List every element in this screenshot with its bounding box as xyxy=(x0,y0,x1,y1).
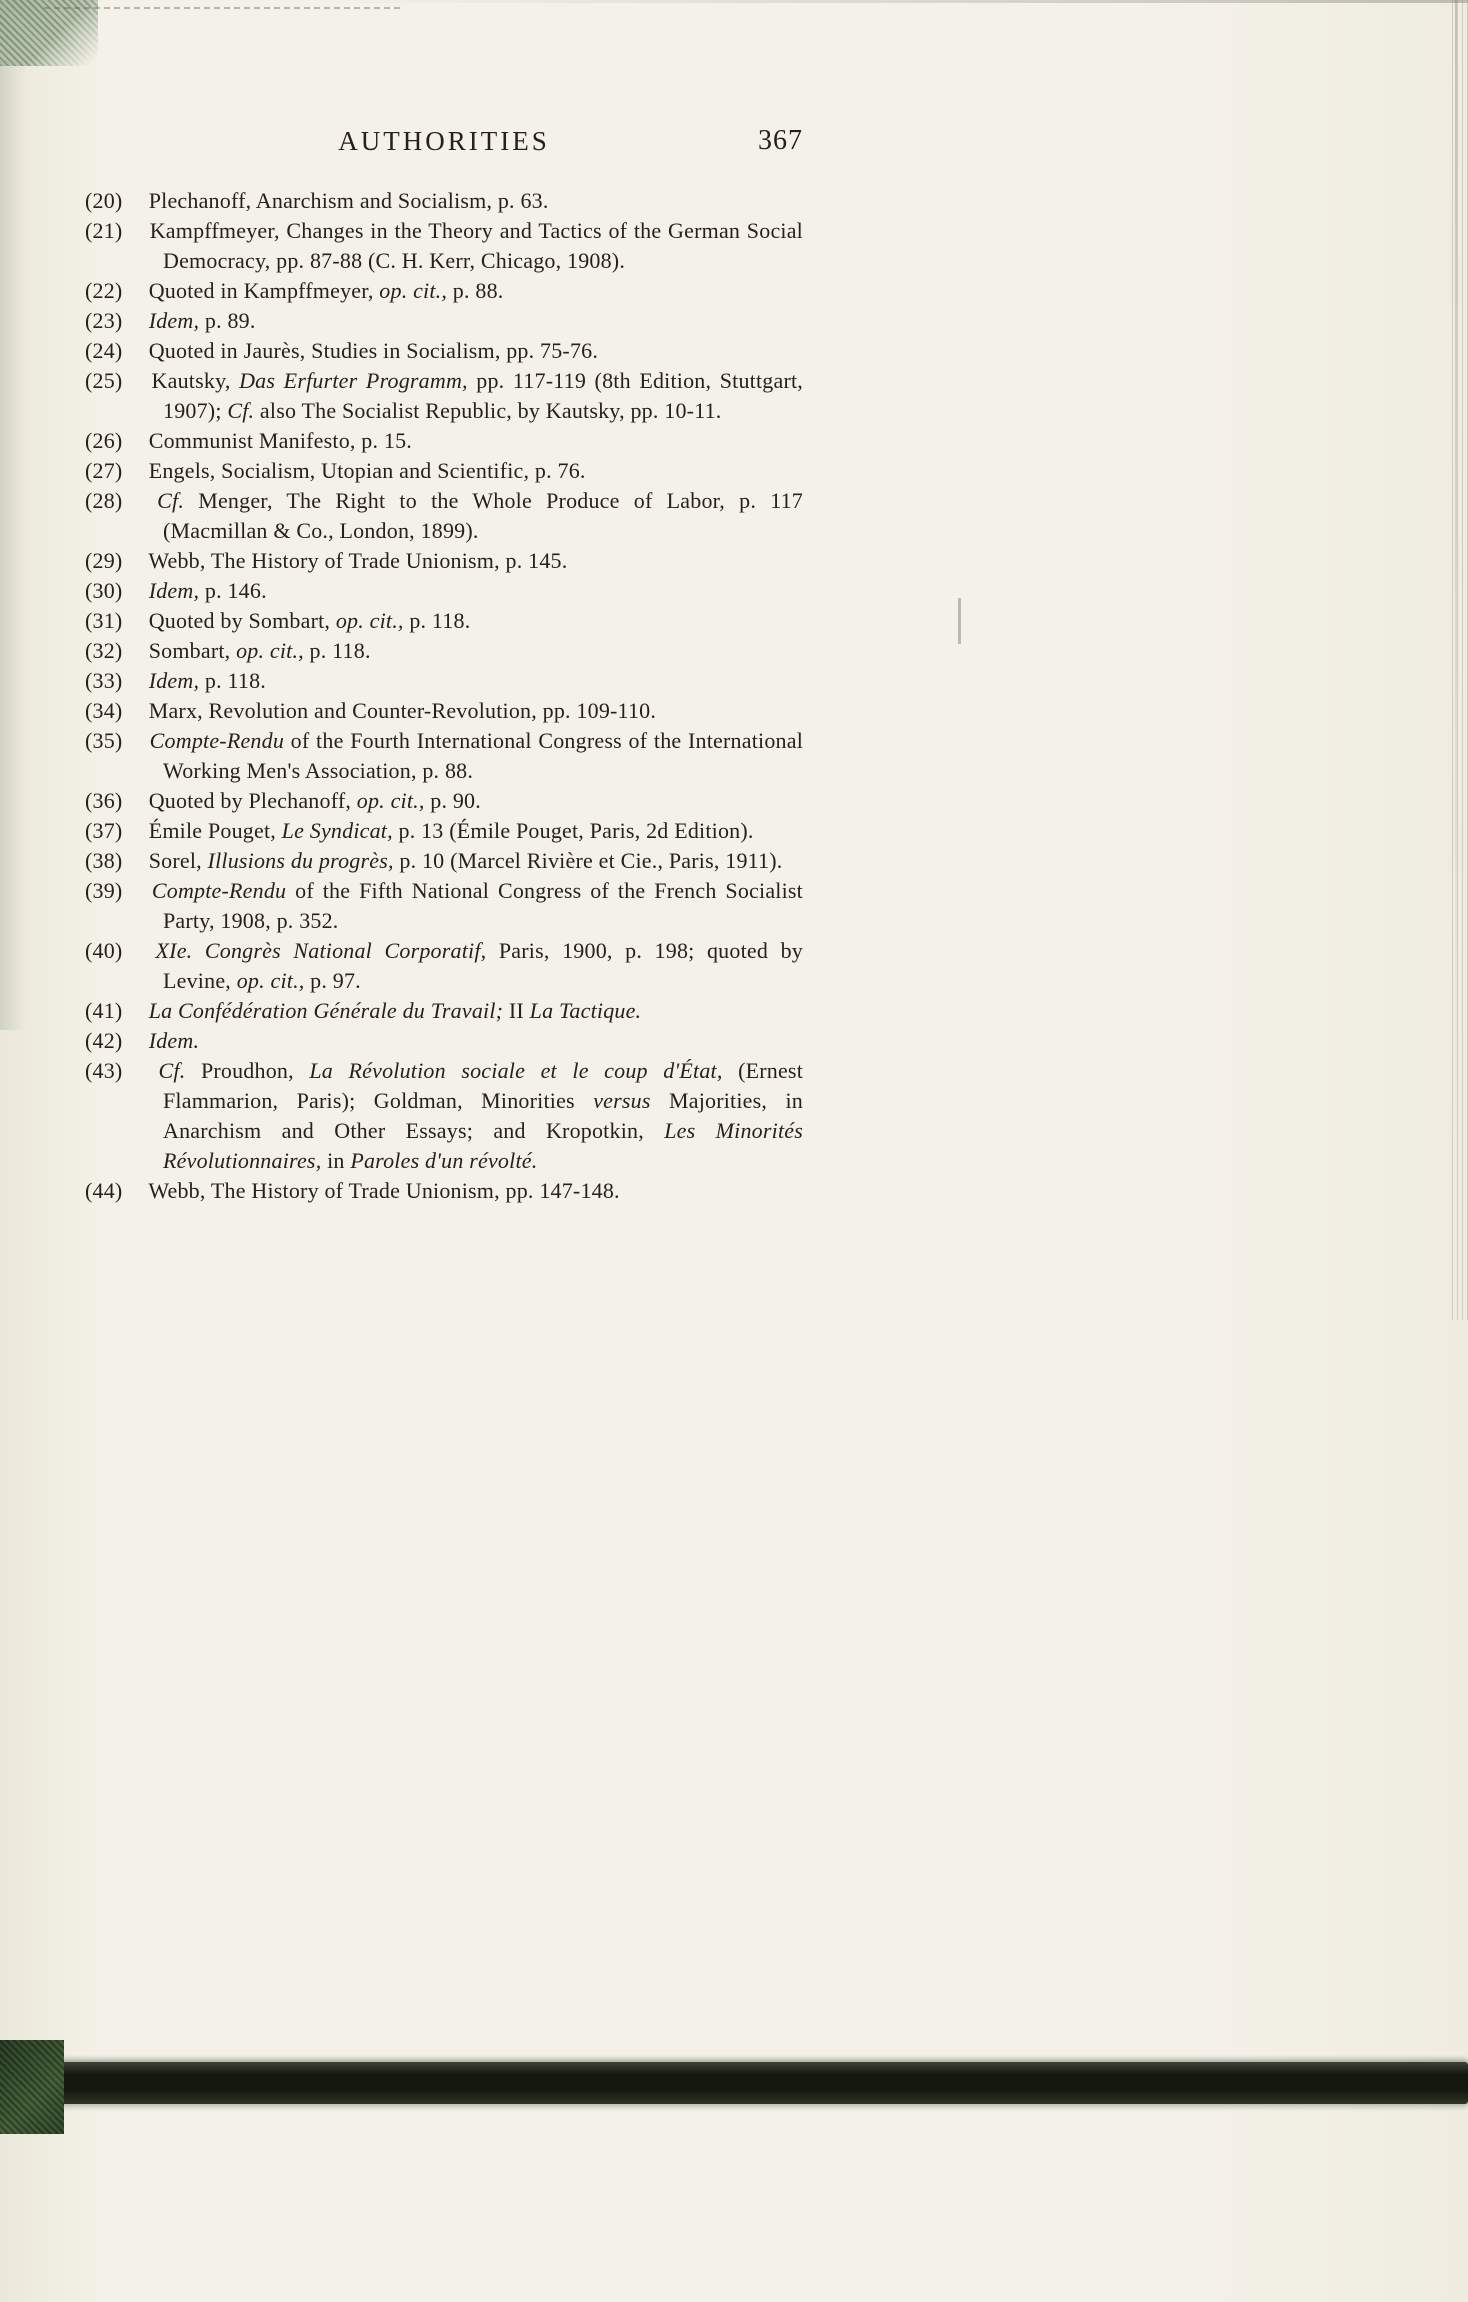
entry-text-italic-segment: Cf. xyxy=(157,488,185,513)
reference-entry xyxy=(85,696,803,726)
entry-text-segment: (Ernest Flammarion, Paris); Goldman, Minorities xyxy=(163,1058,804,1113)
entry-text-segment: p. 90. xyxy=(424,788,481,813)
reference-entry xyxy=(85,816,803,846)
entry-text xyxy=(149,338,598,363)
entry-text-segment: p. 118. xyxy=(199,668,266,693)
entry-text-italic-segment: XIe. Congrès National Corporatif, xyxy=(155,938,487,963)
entry-text-italic-segment: op. cit., xyxy=(236,638,304,663)
entry-text-segment: II xyxy=(503,998,530,1023)
reference-entry xyxy=(85,666,803,696)
entry-text xyxy=(149,1028,199,1053)
entry-text-segment: Menger, The Right to the Whole Produce of Labor, p. 117 (Macmillan & Co., London, 1899). xyxy=(163,488,803,543)
entry-text-segment: of the Fourth International Congress of the International Working Men's Association, p. 88. xyxy=(163,728,804,783)
reference-entry xyxy=(85,1026,803,1056)
entry-text-segment: p. 146. xyxy=(199,578,267,603)
entry-text-segment: p. 88. xyxy=(447,278,504,303)
entry-text xyxy=(149,308,256,333)
reference-entry xyxy=(85,456,803,486)
entry-text xyxy=(149,698,656,723)
entry-text-italic-segment: Le Syndicat, xyxy=(281,818,393,843)
entry-number: (29) xyxy=(85,548,123,573)
entry-text-segment: Communist Manifesto, p. 15. xyxy=(148,428,412,453)
entry-number: (37) xyxy=(85,818,123,843)
entry-text-segment: pp. 117-119 (8th Edition, Stuttgart, 1907); xyxy=(163,368,804,423)
entry-text-segment: p. 13 (Émile Pouget, Paris, 2d Edition). xyxy=(392,818,754,843)
entry-text-segment: Kautsky, xyxy=(151,368,240,393)
reference-entry xyxy=(85,996,803,1026)
entry-number: (33) xyxy=(85,668,123,693)
entry-text xyxy=(149,818,754,843)
references-list xyxy=(85,186,803,1206)
reference-entry xyxy=(85,846,803,876)
entry-text-italic-segment: op. cit., xyxy=(379,278,448,303)
entry-text-segment: Kampffmeyer, Changes in the Theory and Tactics of the German Social Democracy, pp. 87-88 (C. H. Kerr, Chicago, 1908). xyxy=(149,218,803,273)
entry-number: (20) xyxy=(85,188,123,213)
entry-text-segment: Proudhon, xyxy=(185,1058,310,1083)
entry-text xyxy=(157,488,803,543)
scan-left-edge-shading xyxy=(0,60,26,1030)
reference-entry xyxy=(85,726,803,786)
entry-text xyxy=(152,368,803,423)
entry-text-italic-segment: Compte-Rendu xyxy=(151,878,287,903)
entry-number: (22) xyxy=(85,278,123,303)
entry-text-italic-segment: Idem, xyxy=(148,308,200,333)
entry-text xyxy=(149,608,471,633)
entry-text xyxy=(149,188,549,213)
entry-text-segment: Majorities, in Anarchism and Other Essays; and Kropotkin, xyxy=(163,1088,803,1143)
page-number: 367 xyxy=(758,125,803,156)
entry-text-italic-segment: op. cit., xyxy=(236,968,305,993)
entry-number: (31) xyxy=(85,608,123,633)
entry-text xyxy=(149,278,504,303)
entry-text xyxy=(150,728,803,783)
reference-entry xyxy=(85,186,803,216)
reference-entry xyxy=(85,306,803,336)
entry-text-segment: Marx, Revolution and Counter-Revolution, pp. 109-110. xyxy=(148,698,657,723)
entry-text xyxy=(149,428,412,453)
entry-number: (21) xyxy=(85,218,123,243)
entry-text-segment: Webb, The History of Trade Unionism, pp. 147-148. xyxy=(148,1178,620,1203)
entry-text-segment: Sombart, xyxy=(148,638,237,663)
reference-entry xyxy=(85,576,803,606)
scan-bottom-left-block xyxy=(0,2040,64,2134)
entry-number: (34) xyxy=(85,698,123,723)
entry-number: (40) xyxy=(85,938,123,963)
reference-entry xyxy=(85,546,803,576)
reference-entry xyxy=(85,276,803,306)
entry-text-italic-segment: Idem, xyxy=(148,668,200,693)
entry-text-italic-segment: Illusions du progrès, xyxy=(207,848,394,873)
entry-text-segment: Sorel, xyxy=(148,848,208,873)
entry-number: (44) xyxy=(85,1178,123,1203)
entry-text-segment: p. 118. xyxy=(403,608,471,633)
entry-number: (41) xyxy=(85,998,123,1023)
entry-text-italic-segment: op. cit., xyxy=(356,788,425,813)
reference-entry xyxy=(85,606,803,636)
entry-number: (39) xyxy=(85,878,123,903)
entry-number: (27) xyxy=(85,458,123,483)
entry-text xyxy=(148,548,567,573)
entry-text-italic-segment: Das Erfurter Programm, xyxy=(239,368,468,393)
scan-bottom-dark-band xyxy=(26,2062,1468,2104)
scan-corner-texture xyxy=(0,0,98,66)
entry-text-italic-segment: Paroles d'un révolté. xyxy=(350,1148,538,1173)
entry-number: (25) xyxy=(85,368,123,393)
reference-entry xyxy=(85,426,803,456)
reference-entry xyxy=(85,936,803,996)
entry-text-segment: also The Socialist Republic, by Kautsky, pp. 10-11. xyxy=(254,398,722,423)
entry-text-segment: Quoted in Jaurès, Studies in Socialism, pp. 75-76. xyxy=(148,338,599,363)
entry-text xyxy=(149,848,783,873)
entry-text xyxy=(149,998,642,1023)
reference-entry xyxy=(85,486,803,546)
entry-text-segment: of the Fifth National Congress of the French Socialist Party, 1908, p. 352. xyxy=(163,878,803,933)
page-header xyxy=(85,126,803,168)
entry-number: (38) xyxy=(85,848,123,873)
entry-number: (32) xyxy=(85,638,123,663)
scan-top-dotted-line xyxy=(44,7,400,9)
entry-text-segment: Quoted by Sombart, xyxy=(148,608,336,633)
entry-number: (43) xyxy=(85,1058,123,1083)
entry-number: (42) xyxy=(85,1028,123,1053)
entry-number: (23) xyxy=(85,308,123,333)
entry-text-italic-segment: Cf. xyxy=(158,1058,186,1083)
entry-text-segment: Engels, Socialism, Utopian and Scientific, p. 76. xyxy=(148,458,586,483)
entry-text xyxy=(159,1058,803,1173)
entry-text-segment: p. 10 (Marcel Rivière et Cie., Paris, 1911). xyxy=(393,848,783,873)
entry-text xyxy=(152,878,803,933)
entry-text xyxy=(150,218,803,273)
entry-text-segment: Webb, The History of Trade Unionism, p. 145. xyxy=(148,548,568,573)
entry-text-segment: p. 89. xyxy=(199,308,256,333)
entry-text-segment: Plechanoff, Anarchism and Socialism, p. 63. xyxy=(148,188,549,213)
reference-entry xyxy=(85,366,803,426)
entry-text-italic-segment: Compte-Rendu xyxy=(149,728,285,753)
entry-text-segment: Émile Pouget, xyxy=(148,818,282,843)
scan-artifact-mark xyxy=(958,598,961,644)
reference-entry xyxy=(85,1056,803,1176)
entry-text-segment: p. 97. xyxy=(304,968,361,993)
reference-entry xyxy=(85,216,803,276)
entry-text-segment: in xyxy=(321,1148,351,1173)
entry-number: (30) xyxy=(85,578,123,603)
entry-text-italic-segment: Idem, xyxy=(148,578,200,603)
entry-text-segment: p. 118. xyxy=(303,638,371,663)
reference-entry xyxy=(85,1176,803,1206)
entry-number: (28) xyxy=(85,488,123,513)
scan-top-edge-line xyxy=(330,0,1468,3)
reference-entry xyxy=(85,636,803,666)
entry-number: (36) xyxy=(85,788,123,813)
entry-text-italic-segment: Idem. xyxy=(148,1028,200,1053)
entry-number: (24) xyxy=(85,338,123,363)
entry-text-italic-segment: Cf. xyxy=(227,398,255,423)
entry-text xyxy=(149,668,266,693)
entry-text xyxy=(149,788,481,813)
entry-text xyxy=(149,638,371,663)
entry-text-italic-segment: La Révolution sociale et le coup d'État, xyxy=(309,1058,723,1083)
entry-text xyxy=(148,1178,619,1203)
entry-number: (35) xyxy=(85,728,123,753)
entry-text-segment: Quoted in Kampffmeyer, xyxy=(148,278,380,303)
entry-text xyxy=(149,578,267,603)
reference-entry xyxy=(85,786,803,816)
entry-text xyxy=(149,458,586,483)
entry-text-italic-segment: versus xyxy=(593,1088,651,1113)
entry-text-italic-segment: La Confédération Générale du Travail; xyxy=(148,998,504,1023)
entry-text-italic-segment: Les Minorités Révolutionnaires, xyxy=(163,1118,803,1173)
entry-text-segment: Quoted by Plechanoff, xyxy=(148,788,357,813)
scan-right-edge-line xyxy=(1455,0,1457,1150)
entry-text-italic-segment: La Tactique. xyxy=(529,998,642,1023)
reference-entry xyxy=(85,336,803,366)
entry-number: (26) xyxy=(85,428,123,453)
page-title: AUTHORITIES xyxy=(338,126,550,156)
reference-entry xyxy=(85,876,803,936)
entry-text-segment: Paris, 1900, p. 198; quoted by Levine, xyxy=(163,938,803,993)
entry-text-italic-segment: op. cit., xyxy=(335,608,404,633)
entry-text xyxy=(156,938,803,993)
